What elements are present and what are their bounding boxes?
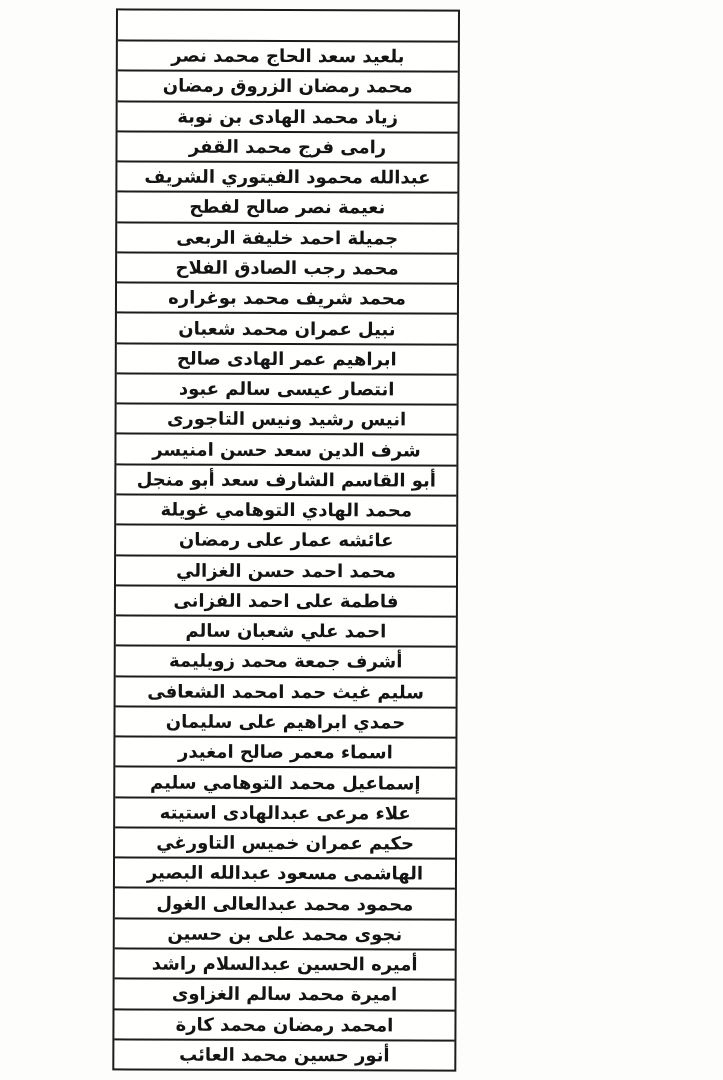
person-name: حكيم عمران خميس التاورغي bbox=[156, 832, 414, 855]
table-row bbox=[116, 435, 456, 466]
table-row bbox=[114, 1040, 454, 1069]
person-name: أميره الحسين عبدالسلام راشد bbox=[151, 953, 418, 976]
person-name: محمد رجب الصادق الفلاح bbox=[175, 257, 399, 280]
table-row bbox=[114, 1010, 454, 1041]
person-name: احمد علي شعبان سالم bbox=[185, 620, 387, 643]
person-name: حمدي ابراهيم على سليمان bbox=[165, 711, 406, 734]
person-name: إسماعيل محمد التوهامي سليم bbox=[150, 772, 421, 794]
table-row bbox=[117, 314, 457, 345]
table-row bbox=[115, 768, 455, 799]
person-name: زياد محمد الهادى بن نوبة bbox=[177, 106, 399, 129]
person-name: سليم غيث حمد امحمد الشعافى bbox=[147, 681, 424, 704]
person-name: الهاشمى مسعود عبدالله البصير bbox=[146, 862, 424, 885]
table-row bbox=[117, 223, 457, 254]
table-row bbox=[115, 949, 455, 980]
table-row bbox=[116, 526, 456, 557]
person-name: ابراهيم عمر الهادى صالح bbox=[176, 348, 397, 371]
table-row bbox=[116, 465, 456, 496]
person-name: نجوى محمد على بن حسين bbox=[167, 923, 403, 946]
table-header-cell bbox=[118, 10, 458, 42]
person-name: انتصار عيسى سالم عبود bbox=[178, 378, 395, 401]
table-row bbox=[117, 193, 457, 224]
person-name: محمد رمضان الزروق رمضان bbox=[162, 75, 413, 98]
person-name: علاء مرعى عبدالهادى استيته bbox=[159, 802, 411, 825]
person-name: عبدالله محمود الفيتوري الشريف bbox=[144, 166, 431, 189]
person-name: بلعيد سعد الحاج محمد نصر bbox=[171, 45, 405, 68]
table-row bbox=[115, 707, 455, 738]
table-row bbox=[115, 738, 455, 769]
person-name: امحمد رمضان محمد كارة bbox=[175, 1014, 394, 1036]
person-name: محمد شريف محمد بوغراره bbox=[168, 287, 406, 310]
person-name: نعيمة نصر صالح لفطح bbox=[189, 197, 386, 219]
table-row bbox=[118, 72, 458, 103]
person-name: عائشه عمار على رمضان bbox=[178, 529, 394, 552]
table-row bbox=[117, 284, 457, 315]
person-name: اميرة محمد سالم الغزاوى bbox=[171, 983, 398, 1006]
table-row bbox=[116, 616, 456, 647]
table-row bbox=[116, 586, 456, 617]
table-row bbox=[117, 374, 457, 405]
person-name: انيس رشيد ونيس التاجورى bbox=[166, 408, 407, 431]
person-name: أنور حسين محمد العائب bbox=[179, 1044, 390, 1067]
table-row bbox=[117, 405, 457, 436]
person-name: شرف الدين سعد حسن امنيسر bbox=[152, 439, 421, 462]
person-name: رامى فرج محمد القفر bbox=[188, 136, 387, 159]
table-row bbox=[117, 162, 457, 193]
table-row bbox=[115, 919, 455, 950]
table-row bbox=[116, 647, 456, 678]
table-row bbox=[115, 828, 455, 859]
person-name: اسماء معمر صالح امغيدر bbox=[178, 741, 393, 764]
person-name: أبو القاسم الشارف سعد أبو منجل bbox=[136, 469, 437, 492]
table-row bbox=[116, 556, 456, 587]
person-name: نبيل عمران محمد شعبان bbox=[178, 318, 396, 340]
table-row bbox=[115, 980, 455, 1011]
table-row bbox=[115, 859, 455, 890]
table-row bbox=[117, 344, 457, 375]
table-row bbox=[117, 132, 457, 163]
person-name: محمود محمد عبدالعالى الغول bbox=[156, 893, 414, 916]
person-name: فاطمة على احمد الفزانى bbox=[173, 590, 399, 613]
person-name: محمد الهادي التوهامي غويلة bbox=[160, 499, 413, 522]
table-row bbox=[116, 495, 456, 526]
table-row bbox=[116, 677, 456, 708]
table-row bbox=[118, 102, 458, 133]
names-table bbox=[112, 8, 460, 1071]
person-name: أشرف جمعة محمد زويليمة bbox=[168, 651, 403, 673]
table-row bbox=[115, 889, 455, 920]
table-row bbox=[117, 253, 457, 284]
table-row bbox=[115, 798, 455, 829]
person-name: جميلة احمد خليفة الربعى bbox=[176, 227, 399, 250]
table-row bbox=[118, 41, 458, 72]
person-name: محمد احمد حسن الغزالي bbox=[176, 560, 397, 583]
